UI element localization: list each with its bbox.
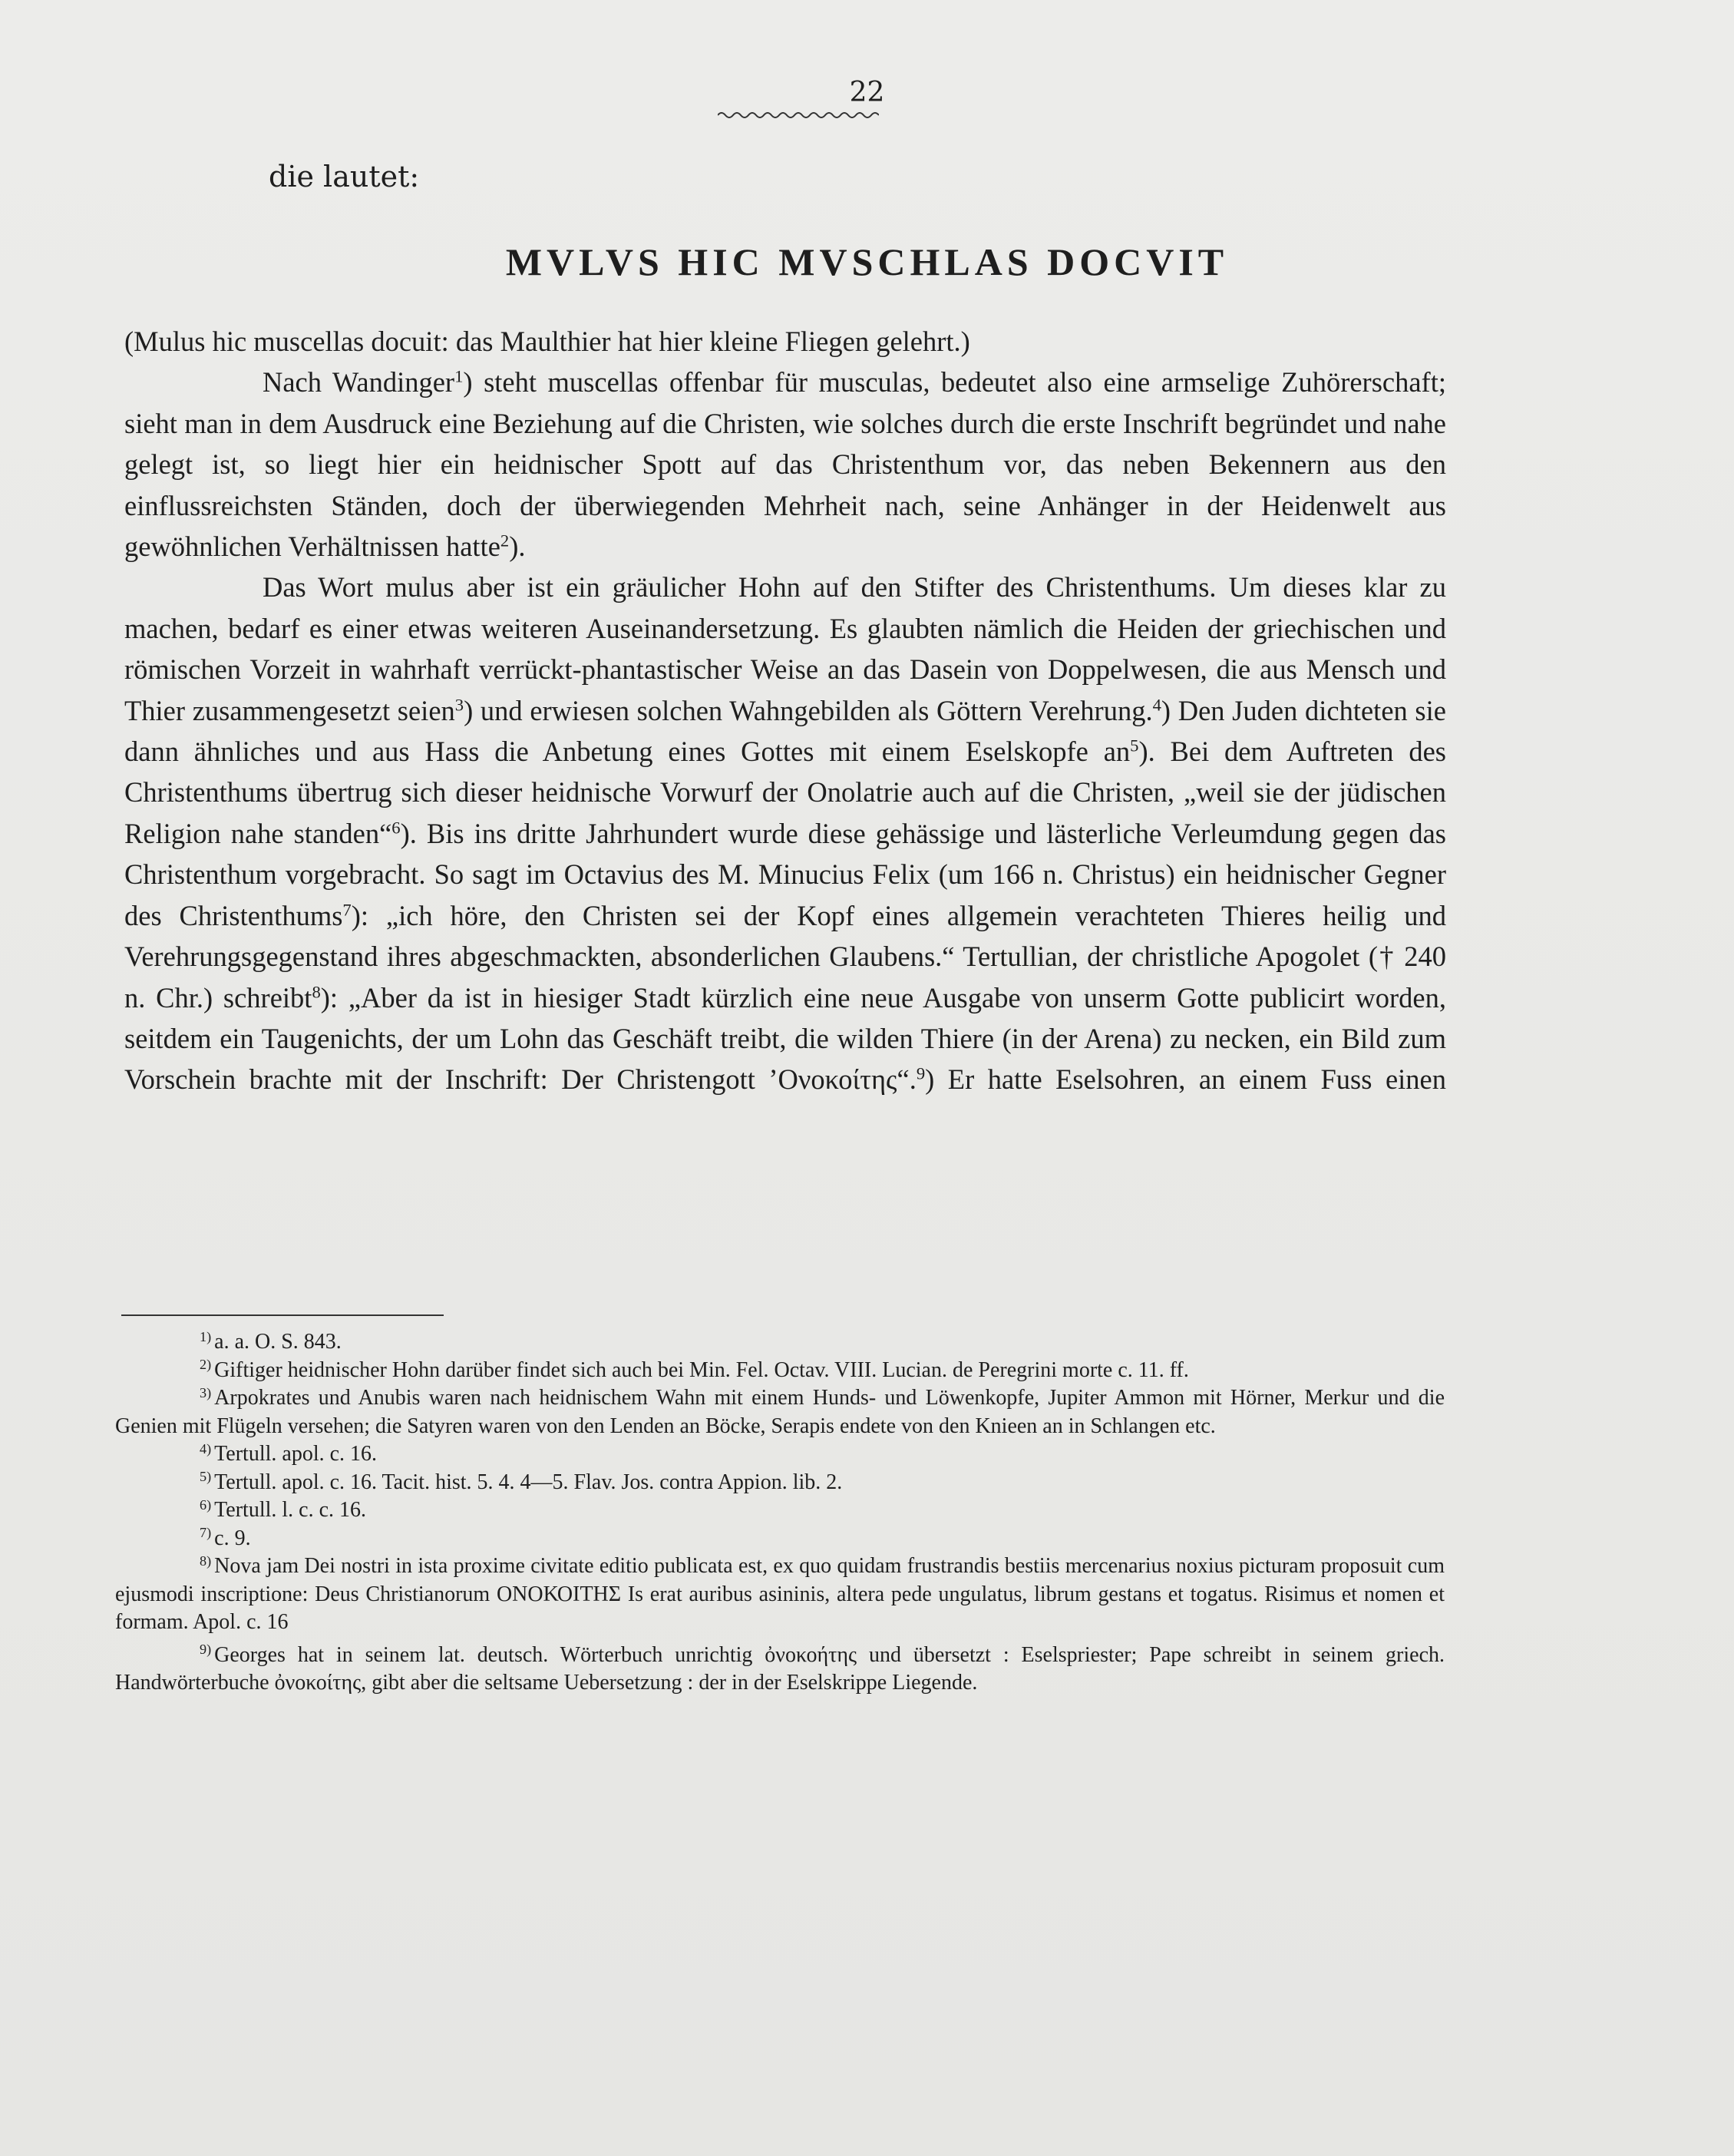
footnote-ref: 8 [312, 982, 321, 1002]
footnote: $^{8)}$ Nova jam Dei nostri in ista proxime civitate editio publicata est, ex quo quidam frustrandis bestiis mercenarius noxius picturam proposuit cum ejusmodi inscriptione: Deus Christianorum ΟΝΟΚΟΙΤΗΣ Is erat auribus asininis, altera pede ungulatus, librum gestans et togatus. Risimus et nomen et formam. Apol. c. 16 [115, 1553, 1445, 1634]
footnote: $^{9)}$ Georges hat in seinem lat. deutsch. Wörterbuch unrichtig ὀνοκοήτης und übersetzt : Eselspriester; Pape schreibt in seinem griech. Handwörterbuche ὀνοκοίτης, gibt aber die seltsame Uebersetzung : der in der Eselskrippe Liegende. [115, 1642, 1445, 1695]
footnote: $^{1)}$ a. a. O. S. 843. [200, 1328, 342, 1354]
intro-line: die lautet: [269, 160, 420, 193]
footnote-ref: 7 [342, 900, 352, 920]
footnote-divider [121, 1314, 444, 1316]
paragraph-wandinger: Nach Wandinger$^1$) steht muscellas offenbar für musculas, bedeutet also eine armselige Zuhörerschaft; sieht man in dem Ausdruck eine Beziehung auf die Christen, wie solches durch die erste Inschrift begründet und nahe gelegt ist, so liegt hier ein heidnischer Spott auf das Christenthum vor, das neben Bekennern aus den einflussreichsten Ständen, doch der überwiegenden Mehrheit nach, seine Anhänger in der Heidenwelt aus gewöhnlichen Verhältnissen hatte$^2$). [124, 366, 1446, 563]
main-text [124, 321, 1446, 1100]
inscription-heading: MVLVS HIC MVSCHLAS DOCVIT [505, 240, 1229, 283]
footnotes [115, 1328, 1445, 1698]
footnote: $^{3)}$ Arpokrates und Anubis waren nach heidnischem Wahn mit einem Hunds- und Löwenkopfe, Jupiter Ammon mit Hörner, Merkur und die Genien mit Flügeln versehen; die Satyren waren von den Lenden an Böcke, Serapis endete von den Knieen an in Schlangen etc. [115, 1384, 1445, 1438]
footnote-ref: 9 [916, 1063, 926, 1083]
footnote: $^{7)}$ c. 9. [200, 1525, 251, 1550]
footnote: $^{2)}$ Giftiger heidnischer Hohn darüber findet sich auch bei Min. Fel. Octav. VIII. Lucian. de Peregrini morte c. 11. ff. [200, 1357, 1189, 1382]
page-number: 22 [849, 77, 885, 108]
footnote-ref: 3 [454, 695, 464, 715]
translation-line: (Mulus hic muscellas docuit: das Maulthier hat hier kleine Fliegen gelehrt.) [124, 326, 970, 357]
footnote-ref: 2 [500, 531, 510, 551]
wavy-ornament [718, 109, 879, 121]
footnote-ref: 4 [1152, 695, 1161, 715]
paragraph-mulus: Das Wort mulus aber ist ein gräulicher Hohn auf den Stifter des Christenthums. Um dieses klar zu machen, bedarf es einer etwas weiteren Auseinandersetzung. Es glaubten nämlich die Heiden der griechischen und römischen Vorzeit in wahrhaft verrückt-phantastischer Weise an das Dasein von Doppelwesen, die aus Mensch und Thier zusammengesetzt seien$^3$) und erwiesen solchen Wahngebilden als Göttern Verehrung.$^4$) Den Juden dichteten sie dann ähnliches und aus Hass die Anbetung eines Gottes mit einem Eselskopfe $an^5$). Bei dem Auftreten des Christenthums übertrug sich dieser heidnische Vorwurf der Onolatrie auch auf die Christen, „weil sie der jüdischen Religion nahe standen“$^6$). Bis ins dritte Jahrhundert wurde diese gehässige und lästerliche Verleumdung gegen das Christenthum vorgebracht. So sagt im Octavius des M. Minucius Felix (um 166 n. Christus) ein heidnischer Gegner des Christenthums$^7$): „ich höre, den Christen sei der Kopf eines allgemein verachteten Thieres heilig und Verehrungsgegenstand ihres abgeschmackten, absonderlichen Glaubens.“ Tertullian, der christliche Apogolet († 240 n. Chr.) schreibt$^8$): „Aber da ist in hiesiger Stadt kürzlich eine neue Ausgabe von unserm Gotte publicirt worden, seitdem ein Taugenichts, der um Lohn das Geschäft treibt, die wilden Thiere (in der Arena) zu necken, ein Bild zum Vorschein brachte mit der Inschrift: Der Christengott ’Ονοκοίτης“.$^9$) Er hatte Eselsohren, an einem Fuss einen [124, 571, 1446, 1096]
footnote: $^{6)}$ Tertull. l. c. c. 16. [200, 1496, 367, 1522]
footnote-ref: 6 [391, 818, 401, 838]
footnote-ref: 1 [454, 366, 464, 386]
footnote: $^{4)}$ Tertull. apol. c. 16. [200, 1440, 378, 1466]
footnote-ref: 5 [1130, 736, 1139, 756]
footnote: $^{5)}$ Tertull. apol. c. 16. Tacit. hist. 5. 4. 4—5. Flav. Jos. contra Appion. lib. 2. [200, 1469, 843, 1494]
